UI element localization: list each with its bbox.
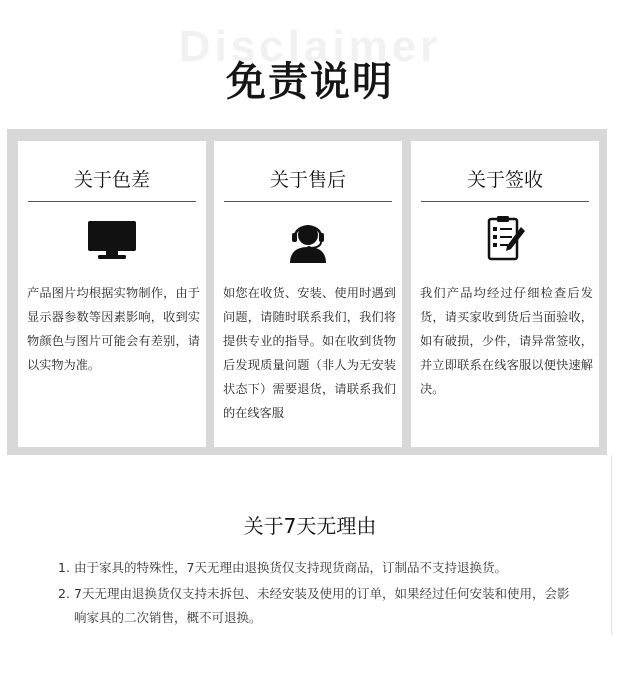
clipboard-sign-icon: [475, 213, 535, 267]
divider: [224, 201, 392, 202]
card-title: 关于色差: [73, 169, 150, 191]
divider: [611, 455, 612, 635]
card-description: 我们产品均经过仔细检查后发货，请买家收到货后当面验收，如有破损，少件，请异常签收，并立即联系在线客服以便快速解决。: [420, 286, 593, 396]
card-description: 产品图片均根据实物制作，由于显示器参数等因素影响，收到实物颜色与图片可能会有差别，请以实物为准。: [27, 286, 200, 372]
card-description: 如您在收货、安装、使用时遇到问题，请随时联系我们，我们将提供专业的指导。如在收到货物后发现质量问题（非人为无安装状态下）需要退货，请联系我们的在线客服: [223, 286, 396, 420]
header: [0, 0, 620, 128]
divider: [421, 201, 589, 202]
card-receipt: [411, 141, 599, 447]
customer-service-icon: [278, 213, 338, 267]
policy-item-text: 由于家具的特殊性，7天无理由退换货仅支持现货商品，订制品不支持退换货。: [74, 560, 507, 575]
card-title: 关于售后: [269, 169, 346, 191]
page-title: 免责说明: [226, 59, 394, 105]
divider: [28, 201, 196, 202]
watermark-text: Disclaimer: [178, 22, 442, 71]
policy-item-number: 2.: [58, 586, 70, 601]
policy-item-text: 7天无理由退换货仅支持未拆包、未经安装及使用的订单，如果经过任何安装和使用，会影响家具的二次销售，概不可退换。: [74, 586, 570, 625]
policy-item-number: 1.: [58, 560, 70, 575]
policy-title: 关于7天无理由: [243, 514, 377, 538]
info-panel: [7, 129, 607, 455]
card-after-sales: [214, 141, 402, 447]
policy-list: [58, 556, 578, 632]
policy-item: [58, 582, 578, 630]
card-color-difference: [18, 141, 206, 447]
card-title: 关于签收: [466, 169, 543, 191]
monitor-icon: [82, 213, 142, 267]
policy-item: [58, 556, 578, 580]
